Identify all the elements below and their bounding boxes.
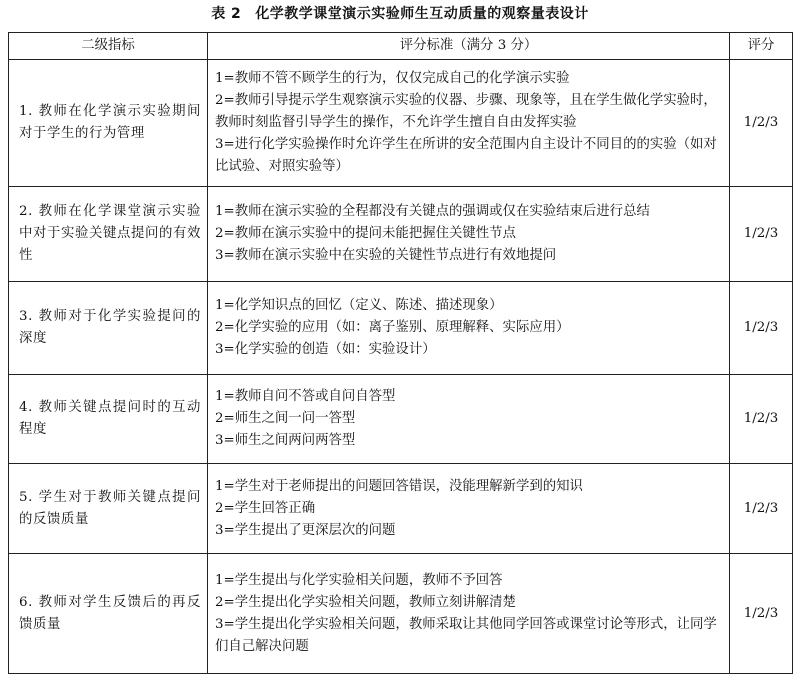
criterion-level-1: 1=学生对于老师提出的问题回答错误，没能理解新学到的知识: [215, 478, 583, 494]
score-cell: 1/2/3: [730, 60, 793, 187]
score-cell: 1/2/3: [730, 375, 793, 464]
criteria-cell: [208, 554, 730, 674]
criteria-cell: [208, 60, 730, 187]
table-caption: [0, 4, 800, 24]
criterion-level-2: 2=学生提出化学实验相关问题，教师立刻讲解清楚: [215, 594, 516, 610]
table-number: 表 2: [211, 6, 242, 22]
criterion-level-2: 2=师生之间一问一答型: [215, 411, 356, 426]
indicator-cell: 5. 学生对于教师关键点提问的反馈质量: [9, 464, 208, 554]
table-row: [9, 187, 793, 282]
indicator-cell: 2. 教师在化学课堂演示实验中对于实验关键点提问的有效性: [9, 187, 208, 282]
criteria-cell: [208, 375, 730, 464]
criterion-level-1: 1=教师在演示实验的全程都没有关键点的强调或仅在实验结束后进行总结: [215, 204, 650, 219]
table-row: [9, 60, 793, 187]
header-indicator: 二级指标: [9, 33, 208, 60]
table-title: 化学教学课堂演示实验师生互动质量的观察量表设计: [255, 6, 589, 22]
header-score: 评分: [730, 33, 793, 60]
criterion-level-3: 3=学生提出化学实验相关问题，教师采取让其他同学回答或课堂讨论等形式，让同学们自己解决问题: [215, 616, 717, 654]
table-row: [9, 375, 793, 464]
criterion-level-2: 2=学生回答正确: [215, 500, 316, 516]
criterion-level-2: 2=教师引导提示学生观察演示实验的仪器、步骤、现象等，且在学生做化学实验时，教师时刻监督引导学生的操作，不允许学生擅自自由发挥实验: [215, 93, 717, 130]
criteria-cell: [208, 464, 730, 554]
indicator-cell: 3. 教师对于化学实验提问的深度: [9, 282, 208, 375]
criterion-level-3: 3=化学实验的创造（如：实验设计）: [215, 342, 436, 357]
criterion-level-3: 3=教师在演示实验中在实验的关键性节点进行有效地提问: [215, 248, 557, 263]
criteria-cell: [208, 187, 730, 282]
criterion-level-1: 1=教师不管不顾学生的行为，仅仅完成自己的化学演示实验: [215, 71, 570, 86]
indicator-cell: 4. 教师关键点提问时的互动程度: [9, 375, 208, 464]
criterion-level-3: 3=进行化学实验操作时允许学生在所讲的安全范围内自主设计不同目的的实验（如对比试验、对照实验等）: [215, 137, 717, 174]
criterion-level-1: 1=教师自问不答或自问自答型: [215, 389, 396, 404]
indicator-cell: 6. 教师对学生反馈后的再反馈质量: [9, 554, 208, 674]
table-row: [9, 554, 793, 674]
observation-scale-table: [8, 32, 793, 674]
header-row: [9, 33, 793, 60]
criterion-level-1: 1=化学知识点的回忆（定义、陈述、描述现象）: [215, 298, 503, 313]
score-cell: 1/2/3: [730, 464, 793, 554]
criterion-level-1: 1=学生提出与化学实验相关问题，教师不予回答: [215, 572, 503, 588]
score-cell: 1/2/3: [730, 187, 793, 282]
criterion-level-3: 3=师生之间两问两答型: [215, 433, 356, 448]
score-cell: 1/2/3: [730, 282, 793, 375]
indicator-cell: 1. 教师在化学演示实验期间对于学生的行为管理: [9, 60, 208, 187]
criterion-level-3: 3=学生提出了更深层次的问题: [215, 522, 396, 538]
score-cell: 1/2/3: [730, 554, 793, 674]
table-row: [9, 464, 793, 554]
criterion-level-2: 2=教师在演示实验中的提问未能把握住关键性节点: [215, 226, 516, 241]
table-row: [9, 282, 793, 375]
criteria-cell: [208, 282, 730, 375]
criterion-level-2: 2=化学实验的应用（如：离子鉴别、原理解释、实际应用）: [215, 320, 570, 335]
header-criteria: 评分标准（满分 3 分）: [208, 33, 730, 60]
